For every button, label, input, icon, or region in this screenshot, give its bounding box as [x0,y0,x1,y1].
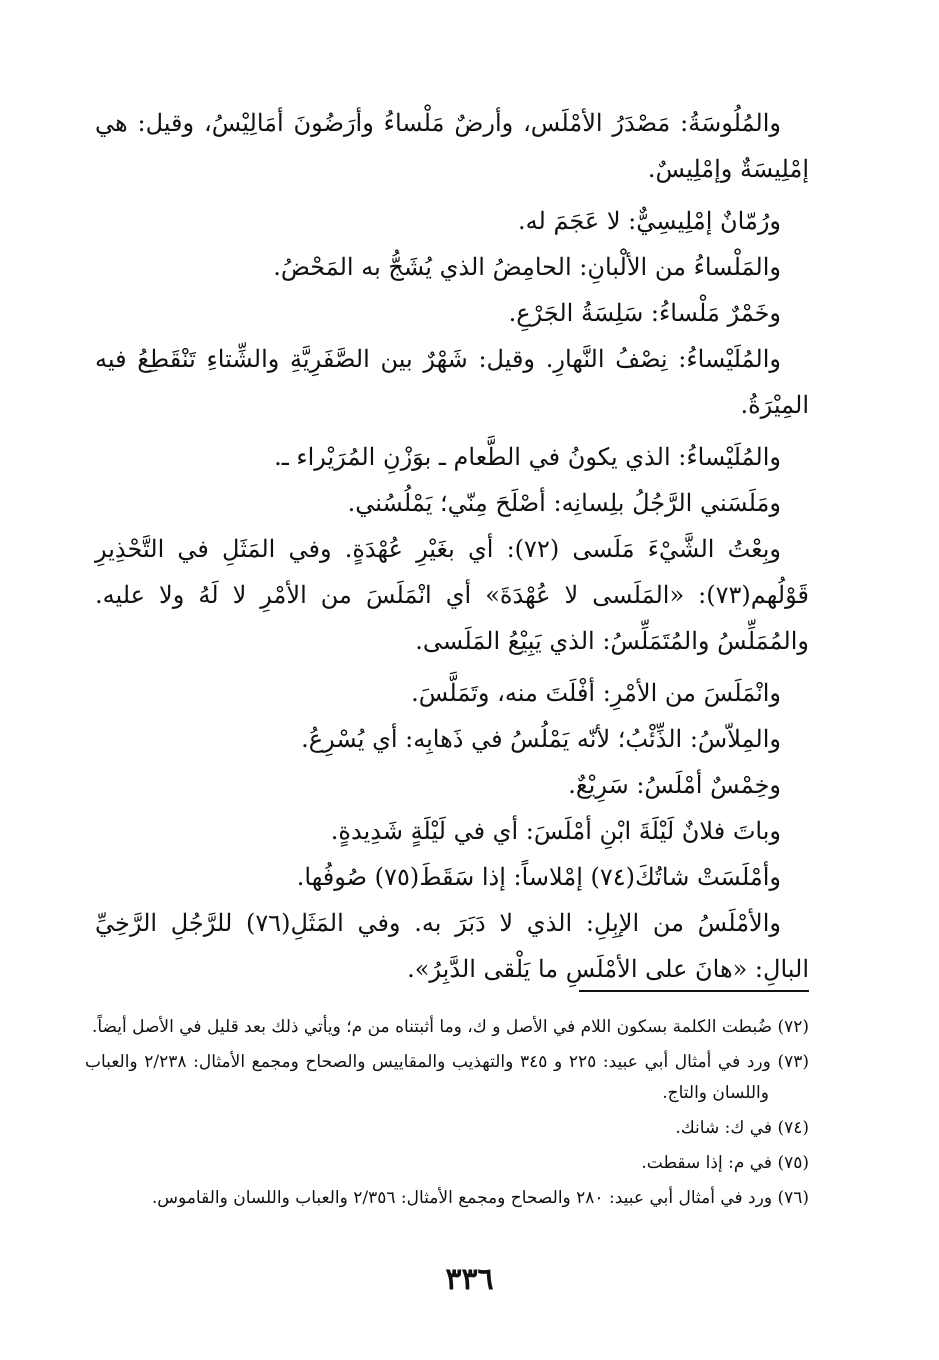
paragraph: والمَلْساءُ من الألْبانِ: الحامِضُ الذي يُشَجُّ به المَحْضُ. [273,253,781,281]
paragraph: وخِمْسٌ أمْلَسُ: سَرِيْعٌ. [568,771,781,799]
paragraph: وأمْلَسَتْ شاتُكَ(٧٤) إمْلاساً: إذا سَقَطَ(٧٥) صُوفُها. [296,863,781,891]
footnote: (٧٥) في م: إذا سقطت. [641,1153,809,1173]
paragraph: والأمْلَسُ من الإبِلِ: الذي لا دَبَرَ به. وفي المَثَلِ(٧٦) للرَّجُلِ الرَّخِيِّ البالِ: «هانَ على الأمْلَسِ ما يَلْقى الدَّبِرُ». [95,909,809,983]
paragraph: وخَمْرٌ مَلْساءُ: سَلِسَةُ الجَرْعِ. [508,299,781,327]
paragraph: والمُلَيْساءُ: نِصْفُ النَّهارِ. وقيل: شَهْرٌ بين الصَّفَرِيَّةِ والشِّتاءِ تَنْقَطِعُ فيه المِيْرَةُ. [95,345,809,419]
paragraph: وانْمَلَسَ من الأمْرِ: أفْلَتَ منه، وتَمَلَّسَ. [411,679,781,707]
paragraph: والمُلَيْساءُ: الذي يكونُ في الطَّعام ـ بوَزْنِ المُرَيْراء ـ. [274,443,781,471]
paragraph: ومَلَسَني الرَّجُلُ بلِسانِه: أصْلَحَ مِنّي؛ يَمْلُسُني. [347,489,781,517]
main-text [95,100,809,992]
paragraph: ورُمّانٌ إمْلِيسِيٌّ: لا عَجَمَ له. [518,207,781,235]
footnote: (٧٣) ورد في أمثال أبي عبيد: ٢٢٥ و ٣٤٥ والتهذيب والمقاييس والصحاح ومجمع الأمثال: ٢/٢٣٨ والعباب واللسان والتاج. [85,1052,809,1103]
footnote: (٧٢) ضُبطت الكلمة بسكون اللام في الأصل و ك، وما أثبتناه من م؛ ويأتي ذلك بعد قليل في الأصل أيضاً. [91,1017,809,1037]
paragraph: والمُلُوسَةُ: مَصْدَرُ الأمْلَس، وأرضٌ مَلْساءُ وأرَضُونَ أمَالِيْسُ، وقيل: هي إمْلِيسَةٌ وإمْلِيسٌ. [95,109,809,183]
paragraph: والمِلاّسُ: الذِّئْبُ؛ لأنّه يَمْلُسُ في ذَهابِه: أي يُسْرِعُ. [301,725,781,753]
paragraph: وبِعْتُ الشَّيْءَ مَلَسى (٧٢): أي بغَيْرِ عُهْدَةٍ. وفي المَثَلِ في التَّحْذِيرِ قَوْلُهم(٧٣): «المَلَسى لا عُهْدَةَ» أي انْمَلَسَ من الأمْرِ لا لَهُ ولا عليه. والمُمَلِّسُ والمُتَمَلِّسُ: الذي يَبِيْعُ المَلَسى. [95,535,809,655]
footnotes [85,1012,809,1218]
footnote-separator [579,990,809,992]
footnote: (٧٦) ورد في أمثال أبي عبيد: ٢٨٠ والصحاح ومجمع الأمثال: ٢/٣٥٦ والعباب واللسان والقاموس. [151,1188,809,1208]
paragraph: وباتَ فلانٌ لَيْلَةَ ابْنِ أمْلَسَ: أي في لَيْلَةٍ شَدِيدةٍ. [330,817,781,845]
page-number: ٣٣٦ [445,1262,494,1297]
footnote: (٧٤) في ك: شانك. [675,1118,809,1138]
